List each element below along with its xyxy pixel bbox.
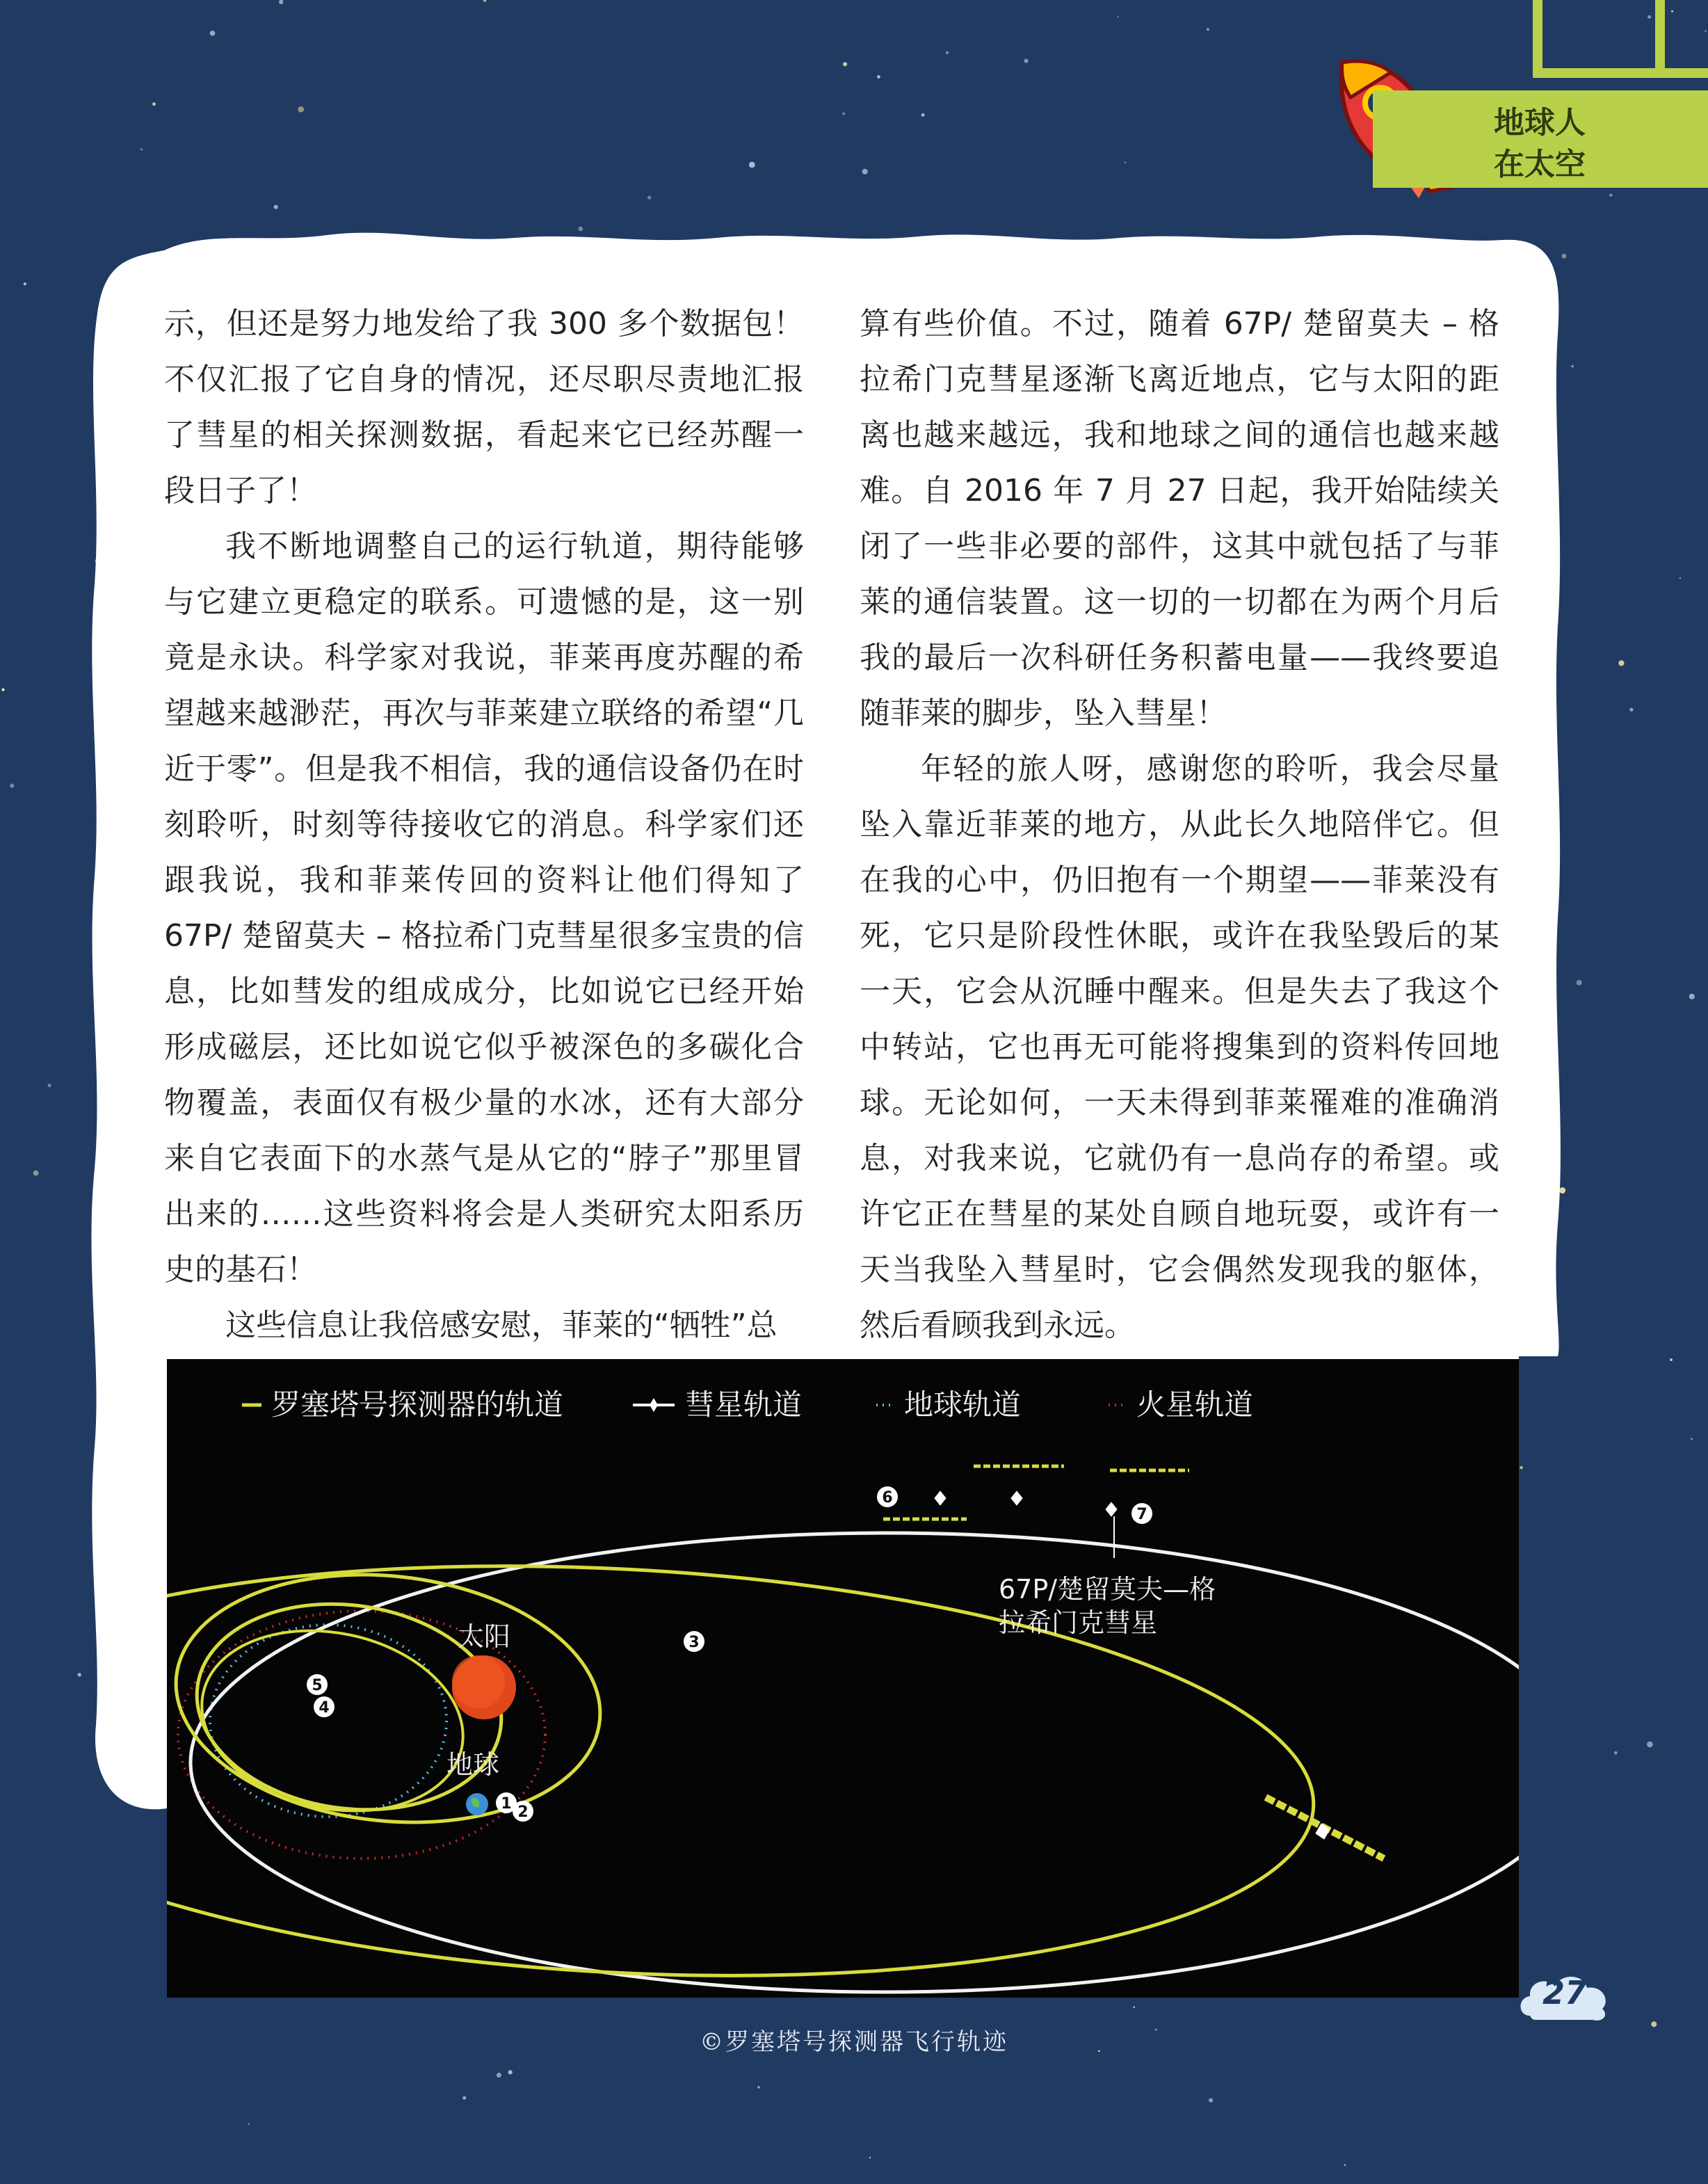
paragraph: 我不断地调整自己的运行轨道，期待能够与它建立更稳定的联系。可遗憾的是，这一别竟是永诀。科学家对我说，菲莱再度苏醒的希望越来越渺茫，再次与菲莱建立联络的希望“几近于零”。但是我不相信，我的通信设备仍在时刻聆听，时刻等待接收它的消息。科学家们还跟我说，我和菲莱传回的资料让他们得知了 67P/ 楚留莫夫 – 格拉希门克彗星很多宝贵的信息，比如彗发的组成成分，比如说它已经开始形成磁层，还比如说它似乎被深色的多碳化合物覆盖，表面仅有极少量的水冰，还有大部分来自它表面下的水蒸气是从它的“脖子”那里冒出来的……这些资料将会是人类研究太阳系历史的基石！ (164, 529, 804, 1287)
comet-label-line1: 67P/楚留莫夫—格 (999, 1574, 1216, 1605)
waypoint-7-label: 7 (1136, 1506, 1147, 1523)
paragraph: 算有些价值。不过，随着 67P/ 楚留莫夫 – 格拉希门克彗星逐渐飞离近地点，它与太阳的距离也越来越远，我和地球之间的通信也越来越难。自 2016 年 7 月 27 日起，我开始陆续关闭了一些非必要的部件，这其中就包括了与菲莱的通信装置。这一切的一切都在为两个月后我的最后一次科研任务积蓄电量——我终要追随菲莱的脚步，坠入彗星！ (860, 306, 1499, 731)
legend-label-comet: 彗星轨道 (685, 1388, 803, 1422)
diagram-background (167, 1359, 1519, 1998)
right-text-column (860, 296, 1499, 1354)
section-title-line1: 地球人 (1494, 105, 1586, 140)
legend-label-rosetta: 罗塞塔号探测器的轨道 (271, 1388, 564, 1422)
section-title-line2: 在太空 (1494, 147, 1586, 182)
waypoint-5-label: 5 (312, 1677, 323, 1694)
waypoint-1-label: 1 (501, 1795, 512, 1813)
page-number: 27 (1542, 1974, 1587, 2012)
paragraph: 示，但还是努力地发给了我 300 多个数据包！不仅汇报了它自身的情况，还尽职尽责地汇报了彗星的相关探测数据，看起来它已经苏醒一段日子了！ (164, 306, 804, 508)
tab-bracket-right (1655, 0, 1665, 78)
waypoint-4-label: 4 (319, 1699, 330, 1717)
comet-label-line2: 拉希门克彗星 (999, 1607, 1158, 1638)
section-tab (1373, 90, 1708, 188)
figure-caption: ©罗塞塔号探测器飞行轨迹 (700, 2028, 1008, 2056)
tab-bracket-bar (1533, 68, 1708, 78)
page-number-badge (1516, 1967, 1613, 2025)
waypoint-6-label: 6 (882, 1489, 893, 1507)
legend-label-mars: 火星轨道 (1136, 1388, 1254, 1422)
rosetta-trajectory-diagram (167, 1359, 1519, 1998)
paragraph: 年轻的旅人呀，感谢您的聆听，我会尽量坠入靠近菲莱的地方，从此长久地陪伴它。但在我的心中，仍旧抱有一个期望——菲莱没有死，它只是阶段性休眠，或许在我坠毁后的某一天，它会从沉睡中醒来。但是失去了我这个中转站，它也再无可能将搜集到的资料传回地球。无论如何，一天未得到菲莱罹难的准确消息，对我来说，它就仍有一息尚存的希望。或许它正在彗星的某处自顾自地玩耍，或许有一天当我坠入彗星时，它会偶然发现我的躯体，然后看顾我到永远。 (860, 751, 1499, 1343)
earth-label: 地球 (446, 1749, 500, 1780)
legend-label-earth: 地球轨道 (904, 1388, 1022, 1422)
sun-label: 太阳 (458, 1621, 511, 1652)
waypoint-2-label: 2 (517, 1804, 529, 1821)
tab-bracket-left (1533, 0, 1542, 78)
left-text-column (164, 296, 804, 1354)
waypoint-3-label: 3 (688, 1634, 700, 1651)
paragraph: 这些信息让我倍感安慰，菲莱的“牺牲”总 (225, 1308, 778, 1343)
